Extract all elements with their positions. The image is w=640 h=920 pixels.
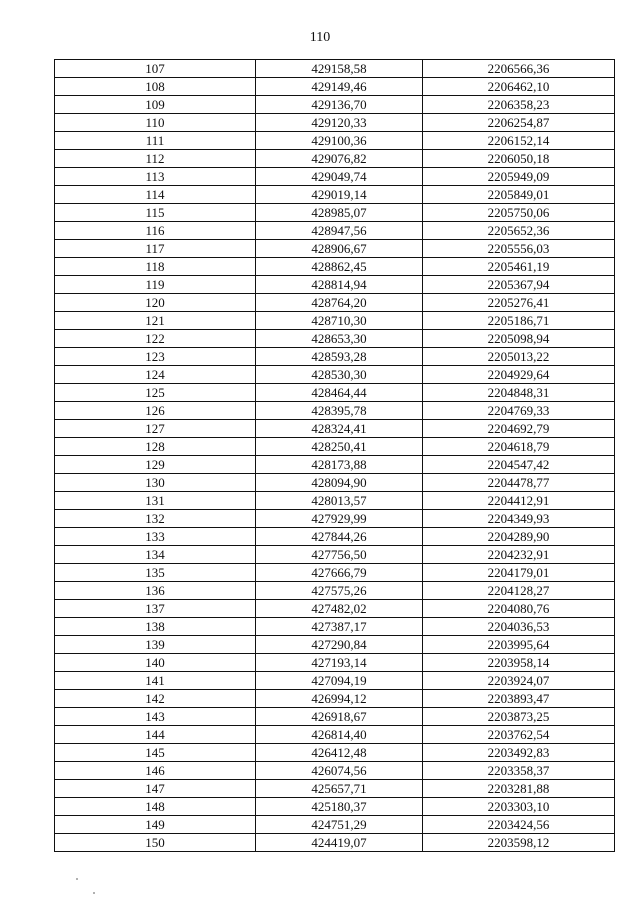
y-coordinate-cell: 2204036,53 <box>423 618 615 636</box>
x-coordinate-cell: 427387,17 <box>256 618 423 636</box>
x-coordinate-cell: 427290,84 <box>256 636 423 654</box>
table-row <box>55 744 615 762</box>
table-row <box>55 456 615 474</box>
x-coordinate-cell: 428862,45 <box>256 258 423 276</box>
table-row <box>55 636 615 654</box>
x-coordinate-cell: 428764,20 <box>256 294 423 312</box>
y-coordinate-cell: 2203598,12 <box>423 834 615 852</box>
table-row <box>55 762 615 780</box>
x-coordinate-cell: 427575,26 <box>256 582 423 600</box>
x-coordinate-cell: 428250,41 <box>256 438 423 456</box>
table-row <box>55 780 615 798</box>
table-row <box>55 564 615 582</box>
y-coordinate-cell: 2203358,37 <box>423 762 615 780</box>
table-row <box>55 402 615 420</box>
y-coordinate-cell: 2204349,93 <box>423 510 615 528</box>
x-coordinate-cell: 424419,07 <box>256 834 423 852</box>
table-row <box>55 798 615 816</box>
point-number-cell: 120 <box>55 294 256 312</box>
x-coordinate-cell: 429149,46 <box>256 78 423 96</box>
y-coordinate-cell: 2204289,90 <box>423 528 615 546</box>
y-coordinate-cell: 2203958,14 <box>423 654 615 672</box>
y-coordinate-cell: 2204692,79 <box>423 420 615 438</box>
y-coordinate-cell: 2205186,71 <box>423 312 615 330</box>
y-coordinate-cell: 2203303,10 <box>423 798 615 816</box>
point-number-cell: 142 <box>55 690 256 708</box>
x-coordinate-cell: 429100,36 <box>256 132 423 150</box>
table-row <box>55 618 615 636</box>
y-coordinate-cell: 2204128,27 <box>423 582 615 600</box>
table-row <box>55 60 615 78</box>
table-row <box>55 438 615 456</box>
y-coordinate-cell: 2204547,42 <box>423 456 615 474</box>
table-row <box>55 816 615 834</box>
y-coordinate-cell: 2205652,36 <box>423 222 615 240</box>
point-number-cell: 127 <box>55 420 256 438</box>
x-coordinate-cell: 429158,58 <box>256 60 423 78</box>
x-coordinate-cell: 429049,74 <box>256 168 423 186</box>
y-coordinate-cell: 2205276,41 <box>423 294 615 312</box>
x-coordinate-cell: 426918,67 <box>256 708 423 726</box>
point-number-cell: 118 <box>55 258 256 276</box>
point-number-cell: 113 <box>55 168 256 186</box>
y-coordinate-cell: 2206254,87 <box>423 114 615 132</box>
x-coordinate-cell: 426412,48 <box>256 744 423 762</box>
table-row <box>55 330 615 348</box>
table-row <box>55 384 615 402</box>
point-number-cell: 111 <box>55 132 256 150</box>
table-row <box>55 276 615 294</box>
point-number-cell: 125 <box>55 384 256 402</box>
x-coordinate-cell: 428013,57 <box>256 492 423 510</box>
y-coordinate-cell: 2204618,79 <box>423 438 615 456</box>
x-coordinate-cell: 428906,67 <box>256 240 423 258</box>
y-coordinate-cell: 2203873,25 <box>423 708 615 726</box>
table-row <box>55 708 615 726</box>
table-row <box>55 78 615 96</box>
point-number-cell: 130 <box>55 474 256 492</box>
y-coordinate-cell: 2205461,19 <box>423 258 615 276</box>
y-coordinate-cell: 2204848,31 <box>423 384 615 402</box>
x-coordinate-cell: 428395,78 <box>256 402 423 420</box>
x-coordinate-cell: 427929,99 <box>256 510 423 528</box>
x-coordinate-cell: 428653,30 <box>256 330 423 348</box>
y-coordinate-cell: 2205556,03 <box>423 240 615 258</box>
y-coordinate-cell: 2205849,01 <box>423 186 615 204</box>
y-coordinate-cell: 2205098,94 <box>423 330 615 348</box>
table-row <box>55 726 615 744</box>
x-coordinate-cell: 425657,71 <box>256 780 423 798</box>
point-number-cell: 136 <box>55 582 256 600</box>
x-coordinate-cell: 429076,82 <box>256 150 423 168</box>
table-row <box>55 114 615 132</box>
point-number-cell: 145 <box>55 744 256 762</box>
table-row <box>55 348 615 366</box>
y-coordinate-cell: 2206462,10 <box>423 78 615 96</box>
table-row <box>55 132 615 150</box>
y-coordinate-cell: 2203995,64 <box>423 636 615 654</box>
y-coordinate-cell: 2206050,18 <box>423 150 615 168</box>
point-number-cell: 119 <box>55 276 256 294</box>
x-coordinate-cell: 427666,79 <box>256 564 423 582</box>
point-number-cell: 121 <box>55 312 256 330</box>
x-coordinate-cell: 425180,37 <box>256 798 423 816</box>
y-coordinate-cell: 2204769,33 <box>423 402 615 420</box>
point-number-cell: 117 <box>55 240 256 258</box>
table-row <box>55 294 615 312</box>
x-coordinate-cell: 427844,26 <box>256 528 423 546</box>
y-coordinate-cell: 2203762,54 <box>423 726 615 744</box>
y-coordinate-cell: 2204412,91 <box>423 492 615 510</box>
y-coordinate-cell: 2203893,47 <box>423 690 615 708</box>
x-coordinate-cell: 426074,56 <box>256 762 423 780</box>
y-coordinate-cell: 2204478,77 <box>423 474 615 492</box>
point-number-cell: 124 <box>55 366 256 384</box>
point-number-cell: 122 <box>55 330 256 348</box>
point-number-cell: 132 <box>55 510 256 528</box>
table-row <box>55 672 615 690</box>
table-row <box>55 96 615 114</box>
point-number-cell: 126 <box>55 402 256 420</box>
x-coordinate-cell: 428710,30 <box>256 312 423 330</box>
table-row <box>55 582 615 600</box>
point-number-cell: 141 <box>55 672 256 690</box>
point-number-cell: 150 <box>55 834 256 852</box>
point-number-cell: 123 <box>55 348 256 366</box>
y-coordinate-cell: 2203924,07 <box>423 672 615 690</box>
table-row <box>55 690 615 708</box>
x-coordinate-cell: 428324,41 <box>256 420 423 438</box>
point-number-cell: 107 <box>55 60 256 78</box>
x-coordinate-cell: 424751,29 <box>256 816 423 834</box>
point-number-cell: 108 <box>55 78 256 96</box>
table-row <box>55 168 615 186</box>
point-number-cell: 144 <box>55 726 256 744</box>
table-row <box>55 258 615 276</box>
y-coordinate-cell: 2203424,56 <box>423 816 615 834</box>
point-number-cell: 149 <box>55 816 256 834</box>
point-number-cell: 115 <box>55 204 256 222</box>
point-number-cell: 138 <box>55 618 256 636</box>
y-coordinate-cell: 2205367,94 <box>423 276 615 294</box>
x-coordinate-cell: 429019,14 <box>256 186 423 204</box>
point-number-cell: 137 <box>55 600 256 618</box>
table-row <box>55 312 615 330</box>
y-coordinate-cell: 2203281,88 <box>423 780 615 798</box>
point-number-cell: 147 <box>55 780 256 798</box>
point-number-cell: 109 <box>55 96 256 114</box>
point-number-cell: 140 <box>55 654 256 672</box>
x-coordinate-cell: 427482,02 <box>256 600 423 618</box>
point-number-cell: 133 <box>55 528 256 546</box>
x-coordinate-cell: 426814,40 <box>256 726 423 744</box>
x-coordinate-cell: 427756,50 <box>256 546 423 564</box>
y-coordinate-cell: 2205750,06 <box>423 204 615 222</box>
x-coordinate-cell: 428464,44 <box>256 384 423 402</box>
point-number-cell: 129 <box>55 456 256 474</box>
table-row <box>55 474 615 492</box>
x-coordinate-cell: 428947,56 <box>256 222 423 240</box>
point-number-cell: 143 <box>55 708 256 726</box>
y-coordinate-cell: 2203492,83 <box>423 744 615 762</box>
x-coordinate-cell: 429120,33 <box>256 114 423 132</box>
point-number-cell: 146 <box>55 762 256 780</box>
coordinates-table-body <box>55 60 615 852</box>
y-coordinate-cell: 2204080,76 <box>423 600 615 618</box>
y-coordinate-cell: 2204929,64 <box>423 366 615 384</box>
table-row <box>55 420 615 438</box>
x-coordinate-cell: 428593,28 <box>256 348 423 366</box>
table-row <box>55 528 615 546</box>
point-number-cell: 134 <box>55 546 256 564</box>
table-row <box>55 186 615 204</box>
x-coordinate-cell: 427193,14 <box>256 654 423 672</box>
y-coordinate-cell: 2205949,09 <box>423 168 615 186</box>
table-row <box>55 366 615 384</box>
x-coordinate-cell: 428530,30 <box>256 366 423 384</box>
x-coordinate-cell: 428173,88 <box>256 456 423 474</box>
x-coordinate-cell: 428985,07 <box>256 204 423 222</box>
table-row <box>55 546 615 564</box>
table-row <box>55 222 615 240</box>
y-coordinate-cell: 2204232,91 <box>423 546 615 564</box>
y-coordinate-cell: 2205013,22 <box>423 348 615 366</box>
point-number-cell: 131 <box>55 492 256 510</box>
table-row <box>55 204 615 222</box>
point-number-cell: 114 <box>55 186 256 204</box>
y-coordinate-cell: 2206566,36 <box>423 60 615 78</box>
scan-speck <box>93 892 95 894</box>
point-number-cell: 135 <box>55 564 256 582</box>
table-row <box>55 150 615 168</box>
y-coordinate-cell: 2204179,01 <box>423 564 615 582</box>
y-coordinate-cell: 2206152,14 <box>423 132 615 150</box>
table-row <box>55 600 615 618</box>
scan-speck <box>76 878 78 880</box>
point-number-cell: 110 <box>55 114 256 132</box>
point-number-cell: 139 <box>55 636 256 654</box>
coordinates-table <box>54 59 615 852</box>
point-number-cell: 116 <box>55 222 256 240</box>
x-coordinate-cell: 426994,12 <box>256 690 423 708</box>
x-coordinate-cell: 428814,94 <box>256 276 423 294</box>
x-coordinate-cell: 427094,19 <box>256 672 423 690</box>
x-coordinate-cell: 428094,90 <box>256 474 423 492</box>
table-row <box>55 510 615 528</box>
point-number-cell: 112 <box>55 150 256 168</box>
x-coordinate-cell: 429136,70 <box>256 96 423 114</box>
table-row <box>55 240 615 258</box>
y-coordinate-cell: 2206358,23 <box>423 96 615 114</box>
page-number: 110 <box>309 30 331 45</box>
table-row <box>55 654 615 672</box>
table-row <box>55 834 615 852</box>
point-number-cell: 128 <box>55 438 256 456</box>
table-row <box>55 492 615 510</box>
point-number-cell: 148 <box>55 798 256 816</box>
